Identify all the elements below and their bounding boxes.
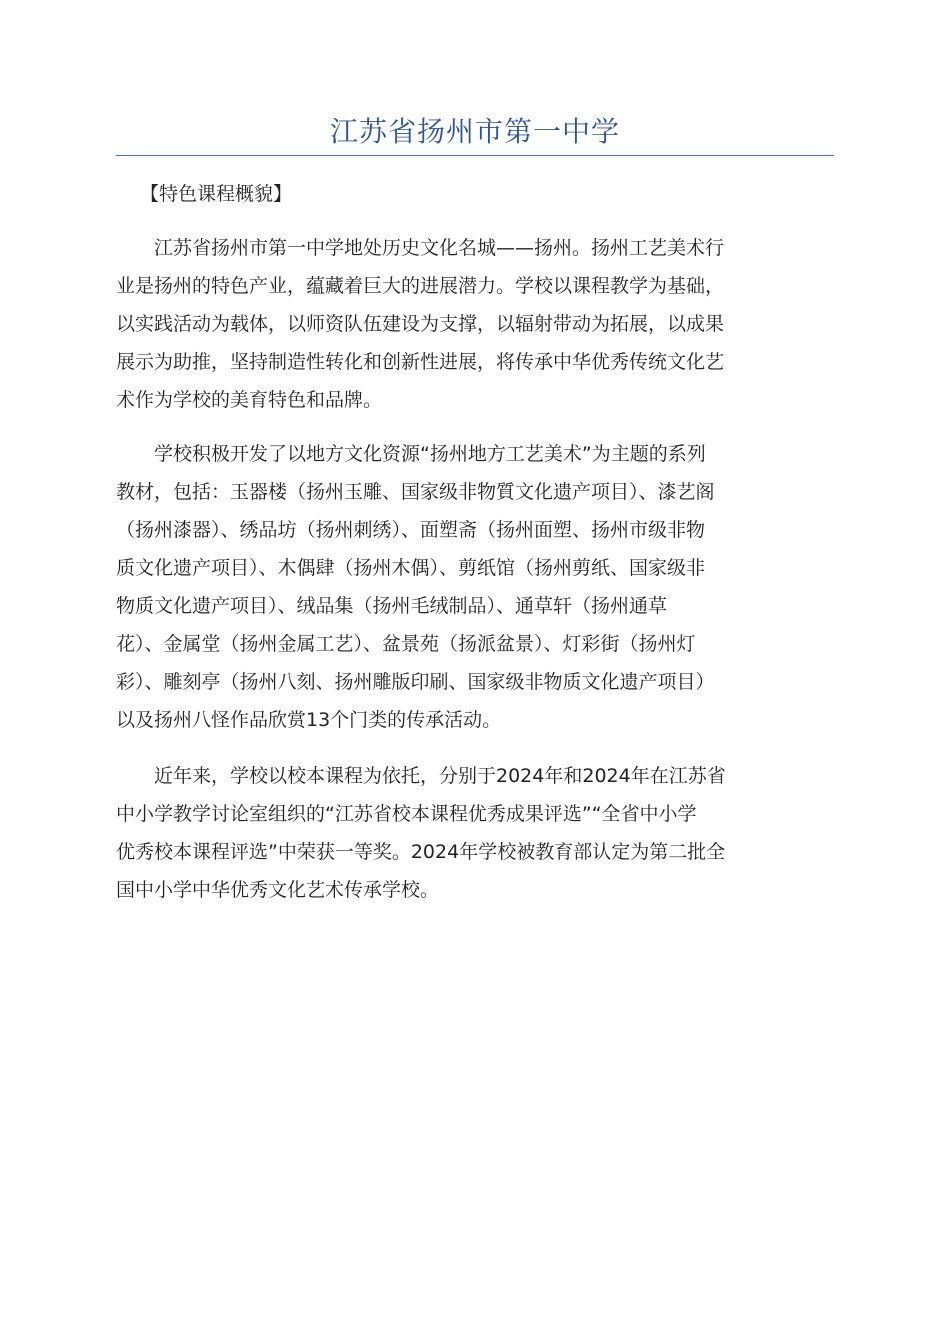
- paragraph-line: 展示为助推，坚持制造性转化和创新性进展，将传承中华优秀传统文化艺: [116, 351, 725, 373]
- paragraph-line: 优秀校本课程评选”中荣获一等奖。2024年学校被教育部认定为第二批全: [116, 841, 726, 863]
- paragraph-line: 中小学教学讨论室组织的“江苏省校本课程优秀成果评选”“全省中小学: [116, 803, 697, 825]
- paragraph-line: 质文化遗产项目）、木偶肆（扬州木偶）、剪纸馆（扬州剪纸、国家级非: [116, 557, 706, 579]
- section-heading: 【特色课程概貌】: [140, 183, 293, 205]
- document-title: 江苏省扬州市第一中学: [329, 115, 620, 148]
- paragraph-line: 近年来，学校以校本课程为依托，分别于2024年和2024年在江苏省: [116, 765, 726, 787]
- paragraph-line: 花）、金属堂（扬州金属工艺）、盆景苑（扬派盆景）、灯彩街（扬州灯: [116, 633, 696, 655]
- paragraph-line: 彩）、雕刻亭（扬州八刻、扬州雕版印刷、国家级非物质文化遗产项目）: [116, 671, 715, 693]
- paragraph-line: 以实践活动为载体，以师资队伍建设为支撑，以辐射带动为拓展，以成果: [116, 313, 725, 335]
- paragraph-line: 以及扬州八怪作品欣赏13个门类的传承活动。: [116, 709, 502, 731]
- paragraph-awards: [116, 757, 836, 909]
- paragraph-line: 江苏省扬州市第一中学地处历史文化名城——扬州。扬州工艺美术行: [116, 237, 725, 259]
- paragraph-line: 业是扬州的特色产业，蕴藏着巨大的进展潜力。学校以课程教学为基础，: [116, 275, 725, 297]
- paragraph-line: （扬州漆器）、绣品坊（扬州刺绣）、面塑斋（扬州面塑、扬州市级非物: [116, 519, 706, 541]
- paragraph-line: 学校积极开发了以地方文化资源“扬州地方工艺美术”为主题的系列: [116, 443, 706, 465]
- paragraph-intro: [116, 229, 836, 419]
- paragraph-line: 术作为学校的美育特色和品牌。: [116, 389, 383, 411]
- title-underline: [116, 155, 834, 156]
- paragraph-curriculum: [116, 435, 836, 739]
- paragraph-line: 物质文化遗产项目）、绒品集（扬州毛绒制品）、通草轩（扬州通草: [116, 595, 668, 617]
- paragraph-line: 教材，包括：玉器楼（扬州玉雕、国家级非物質文化遗产项目）、漆艺阁: [116, 481, 715, 503]
- paragraph-line: 国中小学中华优秀文化艺术传承学校。: [116, 879, 440, 901]
